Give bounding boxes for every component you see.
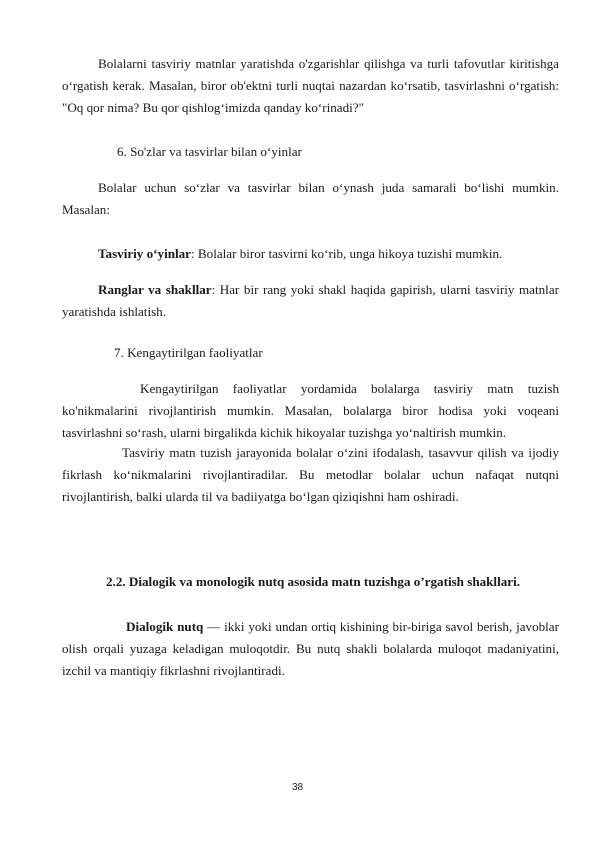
paragraph-image-games: Tasviriy o‘yinlar: Bolalar biror tasvirni ko‘rib, unga hikoya tuzishi mumkin. bbox=[98, 246, 503, 261]
term-image-games: Tasviriy o‘yinlar bbox=[98, 246, 191, 261]
term-colors-shapes: Ranglar va shakllar bbox=[98, 282, 212, 297]
page-number: 38 bbox=[291, 782, 304, 793]
paragraph-intro bbox=[62, 53, 559, 119]
paragraph-words-games: Bolalar uchun so‘zlar va tasvirlar bilan o‘ynash juda samarali bo‘lishi mumkin. Masalan: bbox=[62, 180, 559, 217]
paragraph-extended-activities: Kengaytirilgan faoliyatlar yordamida bolalarga tasviriy matn tuzish ko'nikmalarini rivojlantirish mumkin. Masalan, bolalarga biror hodisa yoki voqeani tasvirlashni so‘rash, ularni birgalikda kichik hikoyalar tuzishga yo‘naltirish mumkin. bbox=[62, 381, 559, 440]
paragraph-conclusion: Tasviriy matn tuzish jarayonida bolalar o‘zini ifodalash, tasavvur qilish va ijodiy fikrlash ko‘nikmalarini rivojlantiradilar. Bu metodlar bolalar uchun nafaqat nutqni rivojlantirish, balki ularda til va badiiyatga bo‘lgan qiziqishni ham oshiradi. bbox=[62, 445, 559, 504]
section-title: 2.2. Dialogik va monologik nutq asosida matn tuzishga o’rgatish shakllari. bbox=[106, 574, 520, 589]
heading-extended-activities: 7. Kengaytirilgan faoliyatlar bbox=[114, 345, 263, 360]
paragraph-intro-text: Bolalarni tasviriy matnlar yaratishda o'zgarishlar qilishga va turli tafovutlar kiritishga o‘rgatish kerak. Masalan, biror ob'ektni turli nuqtai nazardan ko‘rsatib, tasvirlashni o‘rgatish: "Oq qor nima? Bu qor qishlog‘imizda qanday ko‘rinadi?" bbox=[62, 56, 559, 115]
term-dialogic-speech: Dialogik nutq bbox=[126, 619, 204, 634]
heading-words-and-images: 6. So'zlar va tasvirlar bilan o‘yinlar bbox=[117, 144, 302, 159]
paragraph-colors-shapes: Ranglar va shakllar: Har bir rang yoki shakl haqida gapirish, ularni tasviriy matnlar yaratishda ishlatish. bbox=[62, 282, 559, 319]
paragraph-dialogic-speech: Dialogik nutq — ikki yoki undan ortiq kishining bir-biriga savol berish, javoblar olish orqali yuzaga keladigan muloqotdir. Bu nutq shakli bolalarda muloqot madaniyatini, izchil va mantiqiy fikrlashni rivojlantiradi. bbox=[62, 619, 559, 678]
